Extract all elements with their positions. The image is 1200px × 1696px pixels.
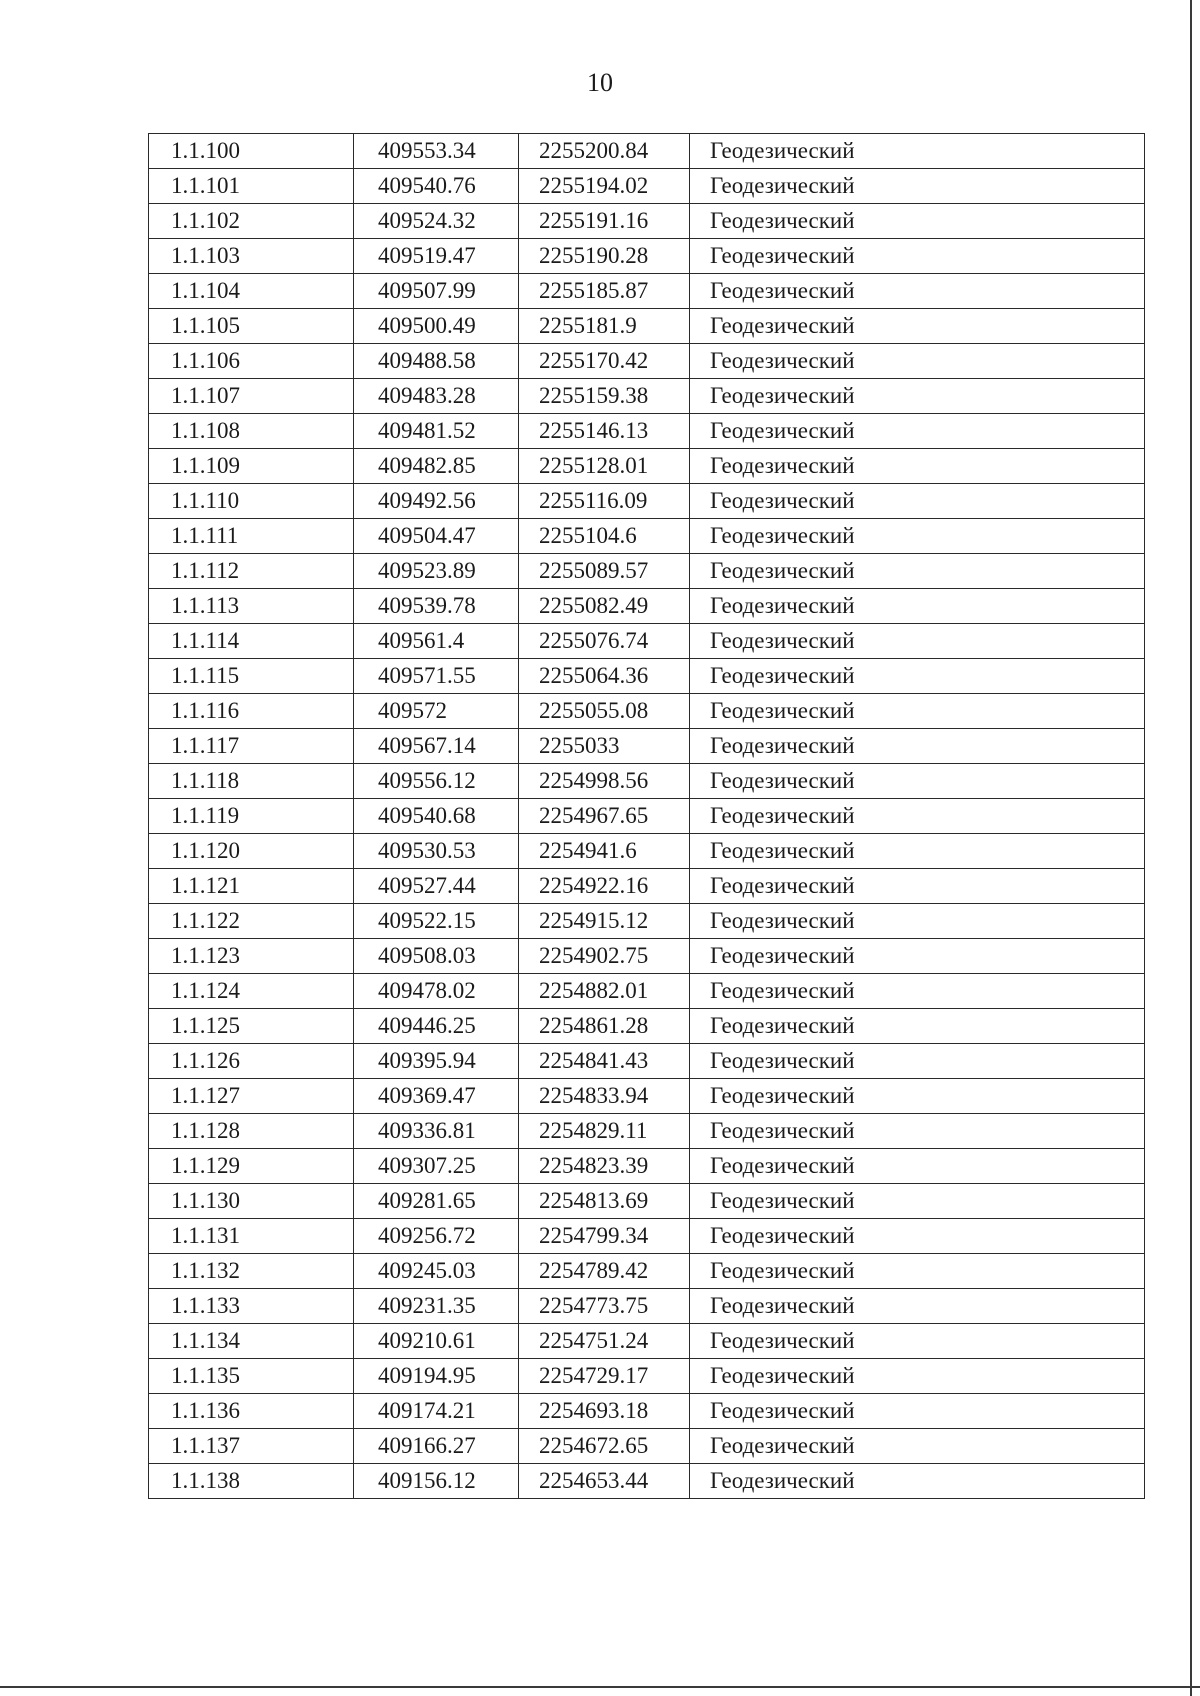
point-id-cell: 1.1.133 bbox=[149, 1289, 354, 1324]
point-id-cell: 1.1.127 bbox=[149, 1079, 354, 1114]
x-coordinate-cell: 409281.65 bbox=[354, 1184, 519, 1219]
table-row bbox=[149, 554, 1145, 589]
table-row bbox=[149, 869, 1145, 904]
y-coordinate-cell: 2255089.57 bbox=[519, 554, 690, 589]
table-row bbox=[149, 1184, 1145, 1219]
method-cell: Геодезический bbox=[690, 1289, 1145, 1324]
table-row bbox=[149, 764, 1145, 799]
method-cell: Геодезический bbox=[690, 204, 1145, 239]
method-cell: Геодезический bbox=[690, 1464, 1145, 1499]
point-id-cell: 1.1.137 bbox=[149, 1429, 354, 1464]
y-coordinate-cell: 2254967.65 bbox=[519, 799, 690, 834]
point-id-cell: 1.1.106 bbox=[149, 344, 354, 379]
table-row bbox=[149, 1149, 1145, 1184]
method-cell: Геодезический bbox=[690, 554, 1145, 589]
method-cell: Геодезический bbox=[690, 799, 1145, 834]
y-coordinate-cell: 2255146.13 bbox=[519, 414, 690, 449]
point-id-cell: 1.1.109 bbox=[149, 449, 354, 484]
point-id-cell: 1.1.100 bbox=[149, 134, 354, 169]
table-row bbox=[149, 799, 1145, 834]
point-id-cell: 1.1.108 bbox=[149, 414, 354, 449]
point-id-cell: 1.1.118 bbox=[149, 764, 354, 799]
y-coordinate-cell: 2254829.11 bbox=[519, 1114, 690, 1149]
y-coordinate-cell: 2255200.84 bbox=[519, 134, 690, 169]
y-coordinate-cell: 2254922.16 bbox=[519, 869, 690, 904]
method-cell: Геодезический bbox=[690, 729, 1145, 764]
method-cell: Геодезический bbox=[690, 379, 1145, 414]
method-cell: Геодезический bbox=[690, 589, 1145, 624]
point-id-cell: 1.1.120 bbox=[149, 834, 354, 869]
x-coordinate-cell: 409522.15 bbox=[354, 904, 519, 939]
point-id-cell: 1.1.119 bbox=[149, 799, 354, 834]
y-coordinate-cell: 2254833.94 bbox=[519, 1079, 690, 1114]
table-row bbox=[149, 484, 1145, 519]
y-coordinate-cell: 2255082.49 bbox=[519, 589, 690, 624]
x-coordinate-cell: 409561.4 bbox=[354, 624, 519, 659]
method-cell: Геодезический bbox=[690, 1254, 1145, 1289]
point-id-cell: 1.1.134 bbox=[149, 1324, 354, 1359]
page-number: 10 bbox=[587, 68, 613, 97]
x-coordinate-cell: 409256.72 bbox=[354, 1219, 519, 1254]
point-id-cell: 1.1.135 bbox=[149, 1359, 354, 1394]
y-coordinate-cell: 2254799.34 bbox=[519, 1219, 690, 1254]
y-coordinate-cell: 2254773.75 bbox=[519, 1289, 690, 1324]
x-coordinate-cell: 409540.76 bbox=[354, 169, 519, 204]
x-coordinate-cell: 409488.58 bbox=[354, 344, 519, 379]
table-row bbox=[149, 1394, 1145, 1429]
point-id-cell: 1.1.110 bbox=[149, 484, 354, 519]
y-coordinate-cell: 2254653.44 bbox=[519, 1464, 690, 1499]
point-id-cell: 1.1.129 bbox=[149, 1149, 354, 1184]
x-coordinate-cell: 409174.21 bbox=[354, 1394, 519, 1429]
point-id-cell: 1.1.104 bbox=[149, 274, 354, 309]
method-cell: Геодезический bbox=[690, 239, 1145, 274]
method-cell: Геодезический bbox=[690, 939, 1145, 974]
point-id-cell: 1.1.121 bbox=[149, 869, 354, 904]
x-coordinate-cell: 409571.55 bbox=[354, 659, 519, 694]
y-coordinate-cell: 2254672.65 bbox=[519, 1429, 690, 1464]
method-cell: Геодезический bbox=[690, 834, 1145, 869]
method-cell: Геодезический bbox=[690, 1149, 1145, 1184]
y-coordinate-cell: 2255128.01 bbox=[519, 449, 690, 484]
x-coordinate-cell: 409446.25 bbox=[354, 1009, 519, 1044]
method-cell: Геодезический bbox=[690, 344, 1145, 379]
method-cell: Геодезический bbox=[690, 484, 1145, 519]
x-coordinate-cell: 409482.85 bbox=[354, 449, 519, 484]
point-id-cell: 1.1.138 bbox=[149, 1464, 354, 1499]
table-row bbox=[149, 274, 1145, 309]
point-id-cell: 1.1.122 bbox=[149, 904, 354, 939]
x-coordinate-cell: 409527.44 bbox=[354, 869, 519, 904]
y-coordinate-cell: 2255170.42 bbox=[519, 344, 690, 379]
method-cell: Геодезический bbox=[690, 1394, 1145, 1429]
y-coordinate-cell: 2255055.08 bbox=[519, 694, 690, 729]
table-row bbox=[149, 624, 1145, 659]
point-id-cell: 1.1.116 bbox=[149, 694, 354, 729]
table-row bbox=[149, 1289, 1145, 1324]
point-id-cell: 1.1.130 bbox=[149, 1184, 354, 1219]
point-id-cell: 1.1.113 bbox=[149, 589, 354, 624]
y-coordinate-cell: 2254789.42 bbox=[519, 1254, 690, 1289]
x-coordinate-cell: 409556.12 bbox=[354, 764, 519, 799]
point-id-cell: 1.1.123 bbox=[149, 939, 354, 974]
point-id-cell: 1.1.107 bbox=[149, 379, 354, 414]
method-cell: Геодезический bbox=[690, 624, 1145, 659]
y-coordinate-cell: 2254998.56 bbox=[519, 764, 690, 799]
method-cell: Геодезический bbox=[690, 974, 1145, 1009]
x-coordinate-cell: 409307.25 bbox=[354, 1149, 519, 1184]
method-cell: Геодезический bbox=[690, 1359, 1145, 1394]
x-coordinate-cell: 409245.03 bbox=[354, 1254, 519, 1289]
point-id-cell: 1.1.114 bbox=[149, 624, 354, 659]
table-row bbox=[149, 1254, 1145, 1289]
y-coordinate-cell: 2255116.09 bbox=[519, 484, 690, 519]
table-row bbox=[149, 134, 1145, 169]
point-id-cell: 1.1.125 bbox=[149, 1009, 354, 1044]
table-row bbox=[149, 904, 1145, 939]
method-cell: Геодезический bbox=[690, 1184, 1145, 1219]
point-id-cell: 1.1.124 bbox=[149, 974, 354, 1009]
table-row bbox=[149, 414, 1145, 449]
method-cell: Геодезический bbox=[690, 869, 1145, 904]
method-cell: Геодезический bbox=[690, 1009, 1145, 1044]
x-coordinate-cell: 409481.52 bbox=[354, 414, 519, 449]
y-coordinate-cell: 2255194.02 bbox=[519, 169, 690, 204]
point-id-cell: 1.1.131 bbox=[149, 1219, 354, 1254]
y-coordinate-cell: 2254882.01 bbox=[519, 974, 690, 1009]
method-cell: Геодезический bbox=[690, 659, 1145, 694]
table-row bbox=[149, 379, 1145, 414]
x-coordinate-cell: 409369.47 bbox=[354, 1079, 519, 1114]
x-coordinate-cell: 409336.81 bbox=[354, 1114, 519, 1149]
x-coordinate-cell: 409553.34 bbox=[354, 134, 519, 169]
table-row bbox=[149, 834, 1145, 869]
x-coordinate-cell: 409524.32 bbox=[354, 204, 519, 239]
y-coordinate-cell: 2254693.18 bbox=[519, 1394, 690, 1429]
x-coordinate-cell: 409492.56 bbox=[354, 484, 519, 519]
table-row bbox=[149, 519, 1145, 554]
table-row bbox=[149, 974, 1145, 1009]
x-coordinate-cell: 409504.47 bbox=[354, 519, 519, 554]
y-coordinate-cell: 2255181.9 bbox=[519, 309, 690, 344]
method-cell: Геодезический bbox=[690, 274, 1145, 309]
table-row bbox=[149, 729, 1145, 764]
y-coordinate-cell: 2255159.38 bbox=[519, 379, 690, 414]
table-row bbox=[149, 239, 1145, 274]
y-coordinate-cell: 2255064.36 bbox=[519, 659, 690, 694]
x-coordinate-cell: 409166.27 bbox=[354, 1429, 519, 1464]
y-coordinate-cell: 2254813.69 bbox=[519, 1184, 690, 1219]
point-id-cell: 1.1.115 bbox=[149, 659, 354, 694]
coordinates-table bbox=[148, 133, 1145, 1499]
y-coordinate-cell: 2254729.17 bbox=[519, 1359, 690, 1394]
x-coordinate-cell: 409231.35 bbox=[354, 1289, 519, 1324]
x-coordinate-cell: 409530.53 bbox=[354, 834, 519, 869]
table-row bbox=[149, 449, 1145, 484]
x-coordinate-cell: 409483.28 bbox=[354, 379, 519, 414]
point-id-cell: 1.1.136 bbox=[149, 1394, 354, 1429]
y-coordinate-cell: 2254915.12 bbox=[519, 904, 690, 939]
y-coordinate-cell: 2255191.16 bbox=[519, 204, 690, 239]
table-row bbox=[149, 1464, 1145, 1499]
y-coordinate-cell: 2254902.75 bbox=[519, 939, 690, 974]
method-cell: Геодезический bbox=[690, 449, 1145, 484]
method-cell: Геодезический bbox=[690, 1324, 1145, 1359]
table-row bbox=[149, 1219, 1145, 1254]
table-row bbox=[149, 1429, 1145, 1464]
x-coordinate-cell: 409478.02 bbox=[354, 974, 519, 1009]
x-coordinate-cell: 409395.94 bbox=[354, 1044, 519, 1079]
page-edge-right bbox=[1190, 0, 1192, 1696]
method-cell: Геодезический bbox=[690, 1114, 1145, 1149]
y-coordinate-cell: 2254823.39 bbox=[519, 1149, 690, 1184]
y-coordinate-cell: 2255104.6 bbox=[519, 519, 690, 554]
table-row bbox=[149, 1359, 1145, 1394]
y-coordinate-cell: 2255033 bbox=[519, 729, 690, 764]
point-id-cell: 1.1.128 bbox=[149, 1114, 354, 1149]
y-coordinate-cell: 2255185.87 bbox=[519, 274, 690, 309]
y-coordinate-cell: 2254941.6 bbox=[519, 834, 690, 869]
point-id-cell: 1.1.105 bbox=[149, 309, 354, 344]
y-coordinate-cell: 2254751.24 bbox=[519, 1324, 690, 1359]
y-coordinate-cell: 2255076.74 bbox=[519, 624, 690, 659]
method-cell: Геодезический bbox=[690, 1079, 1145, 1114]
method-cell: Геодезический bbox=[690, 764, 1145, 799]
method-cell: Геодезический bbox=[690, 694, 1145, 729]
table-row bbox=[149, 309, 1145, 344]
x-coordinate-cell: 409519.47 bbox=[354, 239, 519, 274]
point-id-cell: 1.1.126 bbox=[149, 1044, 354, 1079]
point-id-cell: 1.1.132 bbox=[149, 1254, 354, 1289]
x-coordinate-cell: 409156.12 bbox=[354, 1464, 519, 1499]
table-row bbox=[149, 204, 1145, 239]
x-coordinate-cell: 409523.89 bbox=[354, 554, 519, 589]
page-edge-bottom bbox=[0, 1686, 1200, 1688]
x-coordinate-cell: 409539.78 bbox=[354, 589, 519, 624]
method-cell: Геодезический bbox=[690, 309, 1145, 344]
x-coordinate-cell: 409210.61 bbox=[354, 1324, 519, 1359]
table-row bbox=[149, 169, 1145, 204]
method-cell: Геодезический bbox=[690, 134, 1145, 169]
table-row bbox=[149, 1114, 1145, 1149]
method-cell: Геодезический bbox=[690, 519, 1145, 554]
y-coordinate-cell: 2255190.28 bbox=[519, 239, 690, 274]
table-row bbox=[149, 344, 1145, 379]
point-id-cell: 1.1.103 bbox=[149, 239, 354, 274]
method-cell: Геодезический bbox=[690, 169, 1145, 204]
table-row bbox=[149, 589, 1145, 624]
table-row bbox=[149, 659, 1145, 694]
table-row bbox=[149, 1324, 1145, 1359]
x-coordinate-cell: 409507.99 bbox=[354, 274, 519, 309]
table-row bbox=[149, 939, 1145, 974]
x-coordinate-cell: 409540.68 bbox=[354, 799, 519, 834]
point-id-cell: 1.1.101 bbox=[149, 169, 354, 204]
point-id-cell: 1.1.111 bbox=[149, 519, 354, 554]
table-row bbox=[149, 1079, 1145, 1114]
method-cell: Геодезический bbox=[690, 414, 1145, 449]
method-cell: Геодезический bbox=[690, 1219, 1145, 1254]
method-cell: Геодезический bbox=[690, 904, 1145, 939]
y-coordinate-cell: 2254861.28 bbox=[519, 1009, 690, 1044]
method-cell: Геодезический bbox=[690, 1429, 1145, 1464]
point-id-cell: 1.1.117 bbox=[149, 729, 354, 764]
x-coordinate-cell: 409572 bbox=[354, 694, 519, 729]
table-row bbox=[149, 694, 1145, 729]
method-cell: Геодезический bbox=[690, 1044, 1145, 1079]
table-row bbox=[149, 1009, 1145, 1044]
table-row bbox=[149, 1044, 1145, 1079]
x-coordinate-cell: 409567.14 bbox=[354, 729, 519, 764]
x-coordinate-cell: 409508.03 bbox=[354, 939, 519, 974]
x-coordinate-cell: 409500.49 bbox=[354, 309, 519, 344]
coordinates-table-body bbox=[149, 134, 1145, 1499]
point-id-cell: 1.1.102 bbox=[149, 204, 354, 239]
y-coordinate-cell: 2254841.43 bbox=[519, 1044, 690, 1079]
point-id-cell: 1.1.112 bbox=[149, 554, 354, 589]
x-coordinate-cell: 409194.95 bbox=[354, 1359, 519, 1394]
